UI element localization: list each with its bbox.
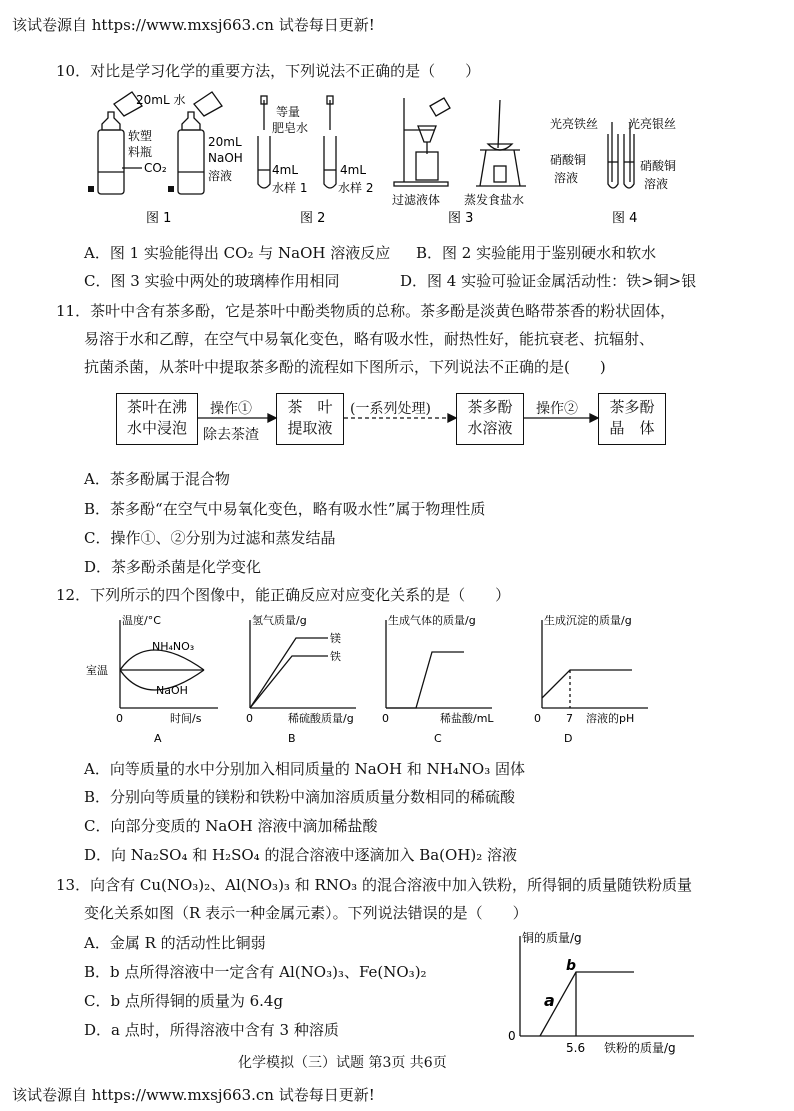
graph-d-caption: D bbox=[564, 732, 573, 745]
q11-stem-1: 11．茶叶中含有茶多酚，它是茶叶中酚类物质的总称。茶多酚是淡黄色略带茶香的粉状固体， bbox=[56, 302, 676, 320]
q10-option-c: C．图 3 实验中两处的玻璃棒作用相同 bbox=[84, 272, 340, 290]
q10-figure-2 bbox=[252, 96, 374, 228]
fig1-water-label: 20mL 水 bbox=[136, 93, 186, 107]
q10-option-a: A．图 1 实验能得出 CO₂ 与 NaOH 溶液反应 bbox=[84, 244, 391, 262]
graph-a-naoh-label: NaOH bbox=[156, 684, 188, 697]
q10-figure-3 bbox=[390, 90, 540, 228]
watermark-top: 该试卷源自 https://www.mxsj663.cn 试卷每日更新! bbox=[12, 16, 375, 34]
graph-a-ylabel: 温度/°C bbox=[122, 614, 161, 627]
flow-box-crystal-line2: 晶 体 bbox=[609, 419, 655, 437]
flow-box-crystal-line1: 茶多酚 bbox=[609, 398, 655, 416]
flow-box-solution-line2: 水溶液 bbox=[467, 419, 513, 437]
graph-b-ylabel: 氢气质量/g bbox=[252, 614, 307, 627]
q12-option-a: A．向等质量的水中分别加入相同质量的 NaOH 和 NH₄NO₃ 固体 bbox=[84, 760, 526, 778]
watermark-bottom: 该试卷源自 https://www.mxsj663.cn 试卷每日更新! bbox=[12, 1086, 375, 1104]
fig1-naoh-label-3: 溶液 bbox=[208, 169, 233, 183]
fig4-caption: 图 4 bbox=[612, 211, 638, 226]
fig1-bottle-label: 软塑 bbox=[128, 129, 153, 143]
flow-process-label: (一系列处理) bbox=[350, 401, 431, 417]
fig3-filter-label: 过滤液体 bbox=[392, 193, 441, 207]
graph-a-room-label: 室温 bbox=[86, 664, 108, 677]
graph-b-fe-label: 铁 bbox=[330, 650, 341, 663]
fig2-soap-label-2: 肥皂水 bbox=[272, 121, 309, 135]
q10-option-b: B．图 2 实验能用于鉴别硬水和软水 bbox=[416, 244, 657, 262]
graph-d-xlabel: 溶液的pH bbox=[586, 712, 635, 725]
q13-graph-xlabel: 铁粉的质量/g bbox=[604, 1041, 676, 1055]
q10-figure-4 bbox=[548, 112, 698, 228]
fig2-caption: 图 2 bbox=[300, 211, 326, 226]
page-footer: 化学模拟（三）试题 第3页 共6页 bbox=[238, 1055, 447, 1071]
flow-box-soak bbox=[116, 393, 198, 445]
q13-graph bbox=[504, 928, 704, 1058]
fig1-naoh-label-1: 20mL bbox=[208, 135, 242, 149]
q10-figure-1 bbox=[84, 88, 244, 228]
fig1-caption: 图 1 bbox=[146, 211, 172, 226]
fig1-bottle-label-2: 料瓶 bbox=[128, 145, 153, 159]
graph-d-origin: 0 bbox=[534, 712, 541, 725]
q11-option-c: C．操作①、②分别为过滤和蒸发结晶 bbox=[84, 529, 336, 547]
graph-d-ylabel: 生成沉淀的质量/g bbox=[544, 614, 632, 627]
flow-box-extract-line1: 茶 叶 bbox=[287, 398, 333, 416]
fig4-cu2-label-1: 硝酸铜 bbox=[640, 159, 677, 173]
graph-c-origin: 0 bbox=[382, 712, 389, 725]
q13-option-d: D．a 点时，所得溶液中含有 3 种溶质 bbox=[84, 1021, 339, 1039]
q11-option-a: A．茶多酚属于混合物 bbox=[84, 470, 230, 488]
q13-graph-x56: 5.6 bbox=[566, 1041, 586, 1055]
graph-a-caption: A bbox=[154, 732, 162, 745]
q11-option-d: D．茶多酚杀菌是化学变化 bbox=[84, 558, 262, 576]
fig2-sample2-vol: 4mL bbox=[340, 163, 367, 177]
q11-stem-3: 抗菌杀菌，从茶叶中提取茶多酚的流程如下图所示，下列说法不正确的是( ) bbox=[84, 358, 606, 376]
fig4-cu1-label-1: 硝酸铜 bbox=[550, 153, 587, 167]
fig4-cu2-label-2: 溶液 bbox=[644, 177, 669, 191]
q12-graph-c bbox=[374, 612, 504, 747]
graph-d-seven: 7 bbox=[566, 712, 573, 725]
flow-box-soak-line1: 茶叶在沸 bbox=[126, 398, 187, 416]
flow-box-soak-line2: 水中浸泡 bbox=[126, 419, 187, 437]
fig3-evap-label: 蒸发食盐水 bbox=[464, 193, 525, 207]
graph-a-nh4no3-label: NH₄NO₃ bbox=[152, 640, 195, 653]
graph-b-mg-label: 镁 bbox=[330, 632, 341, 645]
q12-graph-a bbox=[86, 612, 226, 747]
graph-a-origin: 0 bbox=[116, 712, 123, 725]
q13-option-b: B．b 点所得溶液中一定含有 Al(NO₃)₃、Fe(NO₃)₂ bbox=[84, 963, 427, 981]
q12-option-b: B．分别向等质量的镁粉和铁粉中滴加溶质质量分数相同的稀硫酸 bbox=[84, 788, 516, 806]
fig2-sample1-label: 水样 1 bbox=[272, 181, 308, 195]
q13-stem-1: 13．向含有 Cu(NO₃)₂、Al(NO₃)₃ 和 RNO₃ 的混合溶液中加入铁粉，所得铜的质量随铁粉质量 bbox=[56, 876, 692, 894]
graph-c-xlabel: 稀盐酸/mL bbox=[440, 712, 494, 725]
fig4-iron-label: 光亮铁丝 bbox=[550, 117, 599, 131]
fig1-co2-label: CO₂ bbox=[144, 161, 167, 175]
fig4-silver-label: 光亮银丝 bbox=[628, 117, 677, 131]
q11-option-b: B．茶多酚“在空气中易氧化变色，略有吸水性”属于物理性质 bbox=[84, 500, 486, 518]
q13-graph-origin: 0 bbox=[508, 1029, 516, 1043]
flow-box-extract-line2: 提取液 bbox=[287, 419, 333, 437]
q13-option-a: A．金属 R 的活动性比铜弱 bbox=[84, 934, 266, 952]
flow-op1-sub: 除去茶渣 bbox=[203, 427, 259, 443]
q13-graph-point-a: a bbox=[544, 991, 555, 1010]
graph-a-xlabel: 时间/s bbox=[170, 712, 202, 725]
flow-op2-label: 操作② bbox=[536, 401, 578, 417]
flow-box-crystal bbox=[598, 393, 666, 445]
fig2-sample1-vol: 4mL bbox=[272, 163, 299, 177]
q12-graph-d bbox=[520, 612, 670, 747]
q11-stem-2: 易溶于水和乙醇，在空气中易氧化变色，略有吸水性，耐热性好，能抗衰老、抗辐射、 bbox=[84, 330, 655, 348]
graph-b-origin: 0 bbox=[246, 712, 253, 725]
q12-stem: 12．下列所示的四个图像中，能正确反应对应变化关系的是（ ） bbox=[56, 586, 511, 604]
q12-option-c: C．向部分变质的 NaOH 溶液中滴加稀盐酸 bbox=[84, 817, 378, 835]
q12-option-d: D．向 Na₂SO₄ 和 H₂SO₄ 的混合溶液中逐滴加入 Ba(OH)₂ 溶液 bbox=[84, 846, 518, 864]
q13-stem-2: 变化关系如图（R 表示一种金属元素）。下列说法错误的是（ ） bbox=[84, 904, 528, 922]
graph-c-caption: C bbox=[434, 732, 442, 745]
fig2-soap-label-1: 等量 bbox=[276, 105, 301, 119]
q13-graph-point-b: b bbox=[566, 958, 577, 974]
q10-stem: 10．对比是学习化学的重要方法，下列说法不正确的是（ ） bbox=[56, 62, 481, 80]
q10-option-d: D．图 4 实验可验证金属活动性：铁>铜>银 bbox=[400, 272, 697, 290]
flow-arrows bbox=[198, 410, 598, 424]
flow-op1-label: 操作① bbox=[210, 401, 252, 417]
q12-graph-b bbox=[236, 612, 366, 747]
graph-c-ylabel: 生成气体的质量/g bbox=[388, 614, 476, 627]
fig1-naoh-label-2: NaOH bbox=[208, 151, 243, 165]
q13-graph-ylabel: 铜的质量/g bbox=[522, 931, 582, 945]
fig3-caption: 图 3 bbox=[448, 211, 474, 226]
flow-box-solution-line1: 茶多酚 bbox=[467, 398, 513, 416]
graph-b-caption: B bbox=[288, 732, 296, 745]
graph-b-xlabel: 稀硫酸质量/g bbox=[288, 712, 354, 725]
fig4-cu1-label-2: 溶液 bbox=[554, 171, 579, 185]
fig2-sample2-label: 水样 2 bbox=[338, 181, 374, 195]
q13-option-c: C．b 点所得铜的质量为 6.4g bbox=[84, 992, 284, 1010]
